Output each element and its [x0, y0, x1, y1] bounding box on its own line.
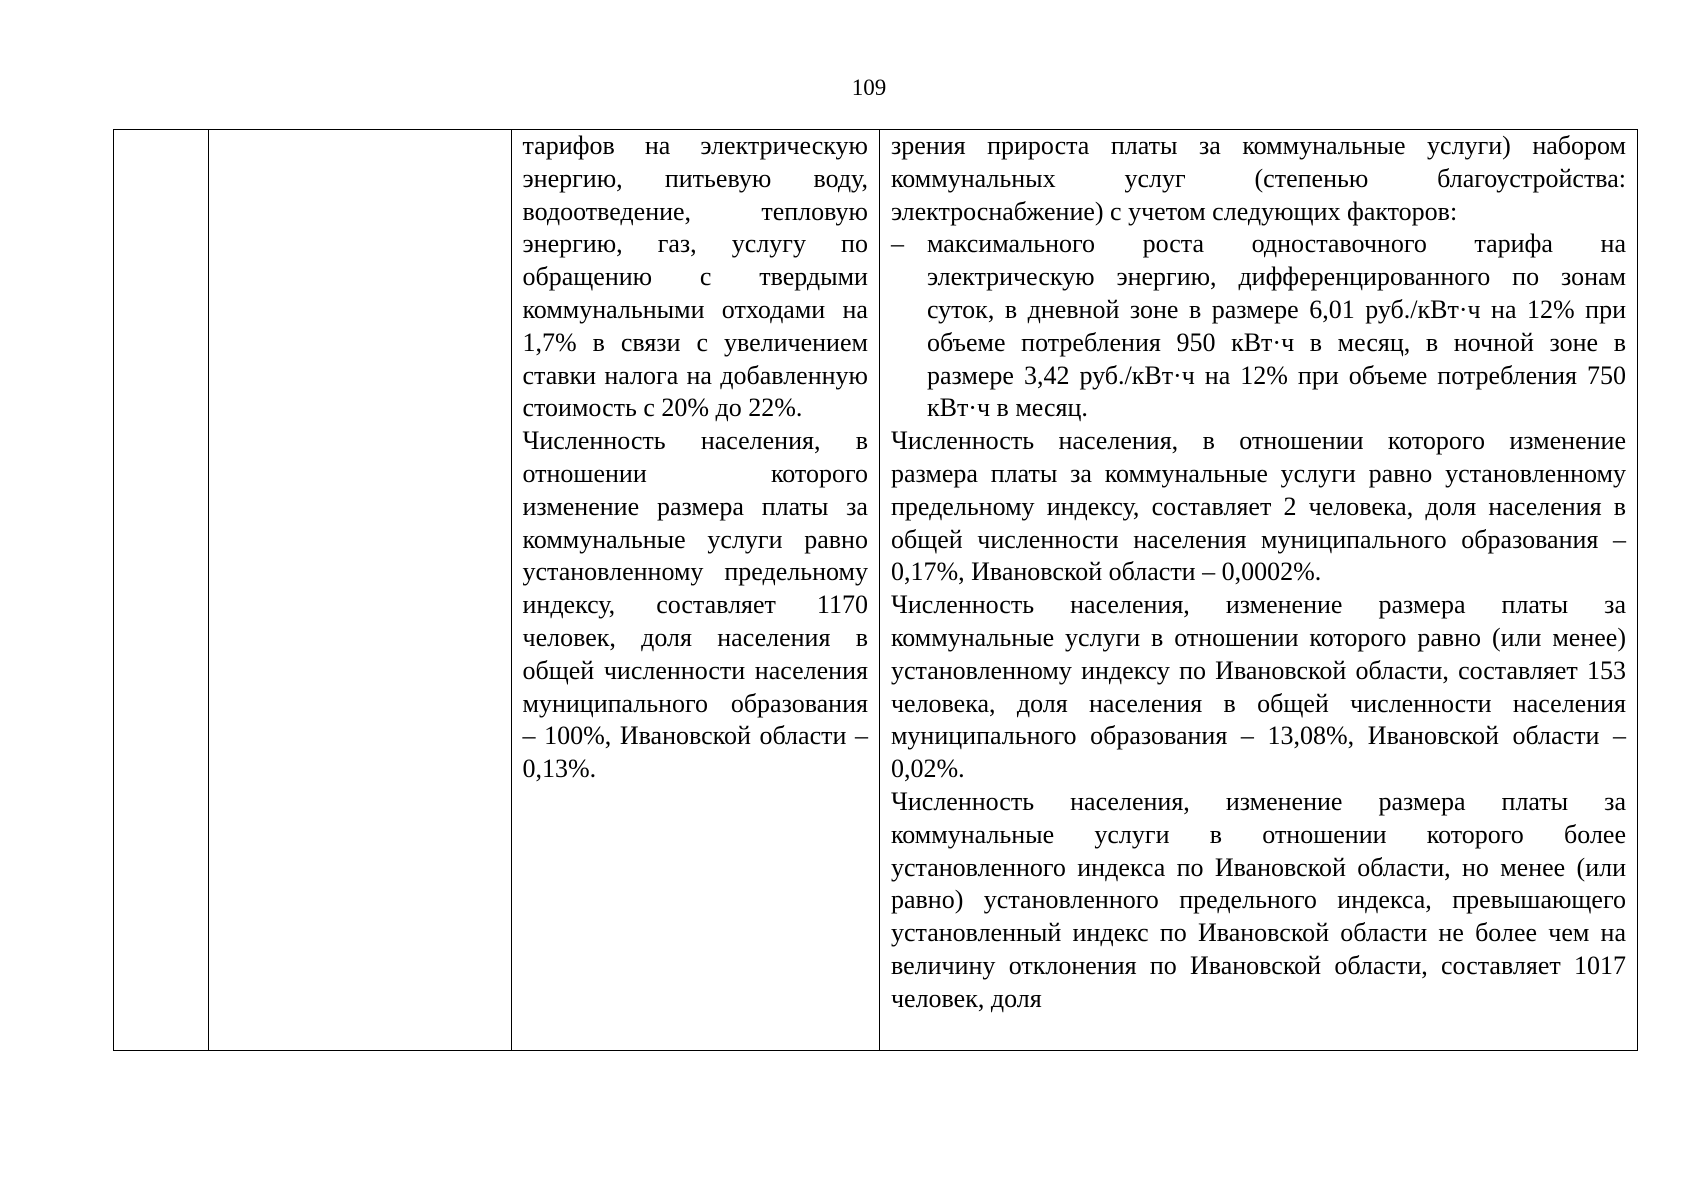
document-table: [113, 129, 1638, 1051]
page-number: 109: [851, 75, 887, 100]
table-row: [114, 130, 1638, 1051]
paragraph-population-limit-index: Численность населения, в отношении которого изменение размера платы за коммунальные услуги равно установленному предельному индексу, составляет 1170 человек, доля населения в общей численности населения муниципального образования – 100%, Ивановской области – 0,13%.: [522, 426, 868, 784]
table-cell-details: [879, 130, 1637, 1051]
paragraph-intro: зрения прироста платы за коммунальные услуги) набором коммунальных услуг (степенью благоустройства: электроснабжение) с учетом следующих факторов:: [890, 131, 1626, 226]
dash-marker: –: [890, 229, 904, 259]
list-item-text: максимального роста одноставочного тарифа на электрическую энергию, дифференцированного по зонам суток, в дневной зоне в размере 6,01 руб./кВт·ч на 12% при объеме потребления 950 кВт·ч в месяц, в ночной зоне в размере 3,42 руб./кВт·ч на 12% при объеме потребления 750 кВт·ч в месяц.: [926, 229, 1626, 423]
paragraph-tariff-increase: тарифов на электрическую энергию, питьевую воду, водоотведение, тепловую энергию, газ, услугу по обращению с твердыми коммунальными отходами на 1,7% в связи с увеличением ставки налога на добавленную стоимость с 20% до 22%.: [522, 131, 868, 423]
table-cell-description: [511, 130, 879, 1051]
paragraph-population-equal-limit: Численность населения, в отношении которого изменение размера платы за коммунальные услуги равно установленному предельному индексу, составляет 2 человека, доля населения в общей численности населения муниципального образования – 0,17%, Ивановской области – 0,0002%.: [890, 426, 1626, 587]
table-cell-municipality: [209, 130, 511, 1051]
paragraph-population-below-index: Численность населения, изменение размера платы за коммунальные услуги в отношении которого равно (или менее) установленному индексу по Ивановской области, составляет 153 человека, доля населения в общей численности населения муниципального образования – 13,08%, Ивановской области – 0,02%.: [890, 590, 1626, 784]
list-item: [891, 228, 1626, 425]
table-cell-number: [114, 130, 209, 1051]
paragraph-population-above-index: Численность населения, изменение размера платы за коммунальные услуги в отношении которого более установленного индекса по Ивановской области, но менее (или равно) установленного предельного индекса, превышающего установленный индекс по Ивановской области не более чем на величину отклонения по Ивановской области, составляет 1017 человек, доля: [890, 786, 1626, 1013]
